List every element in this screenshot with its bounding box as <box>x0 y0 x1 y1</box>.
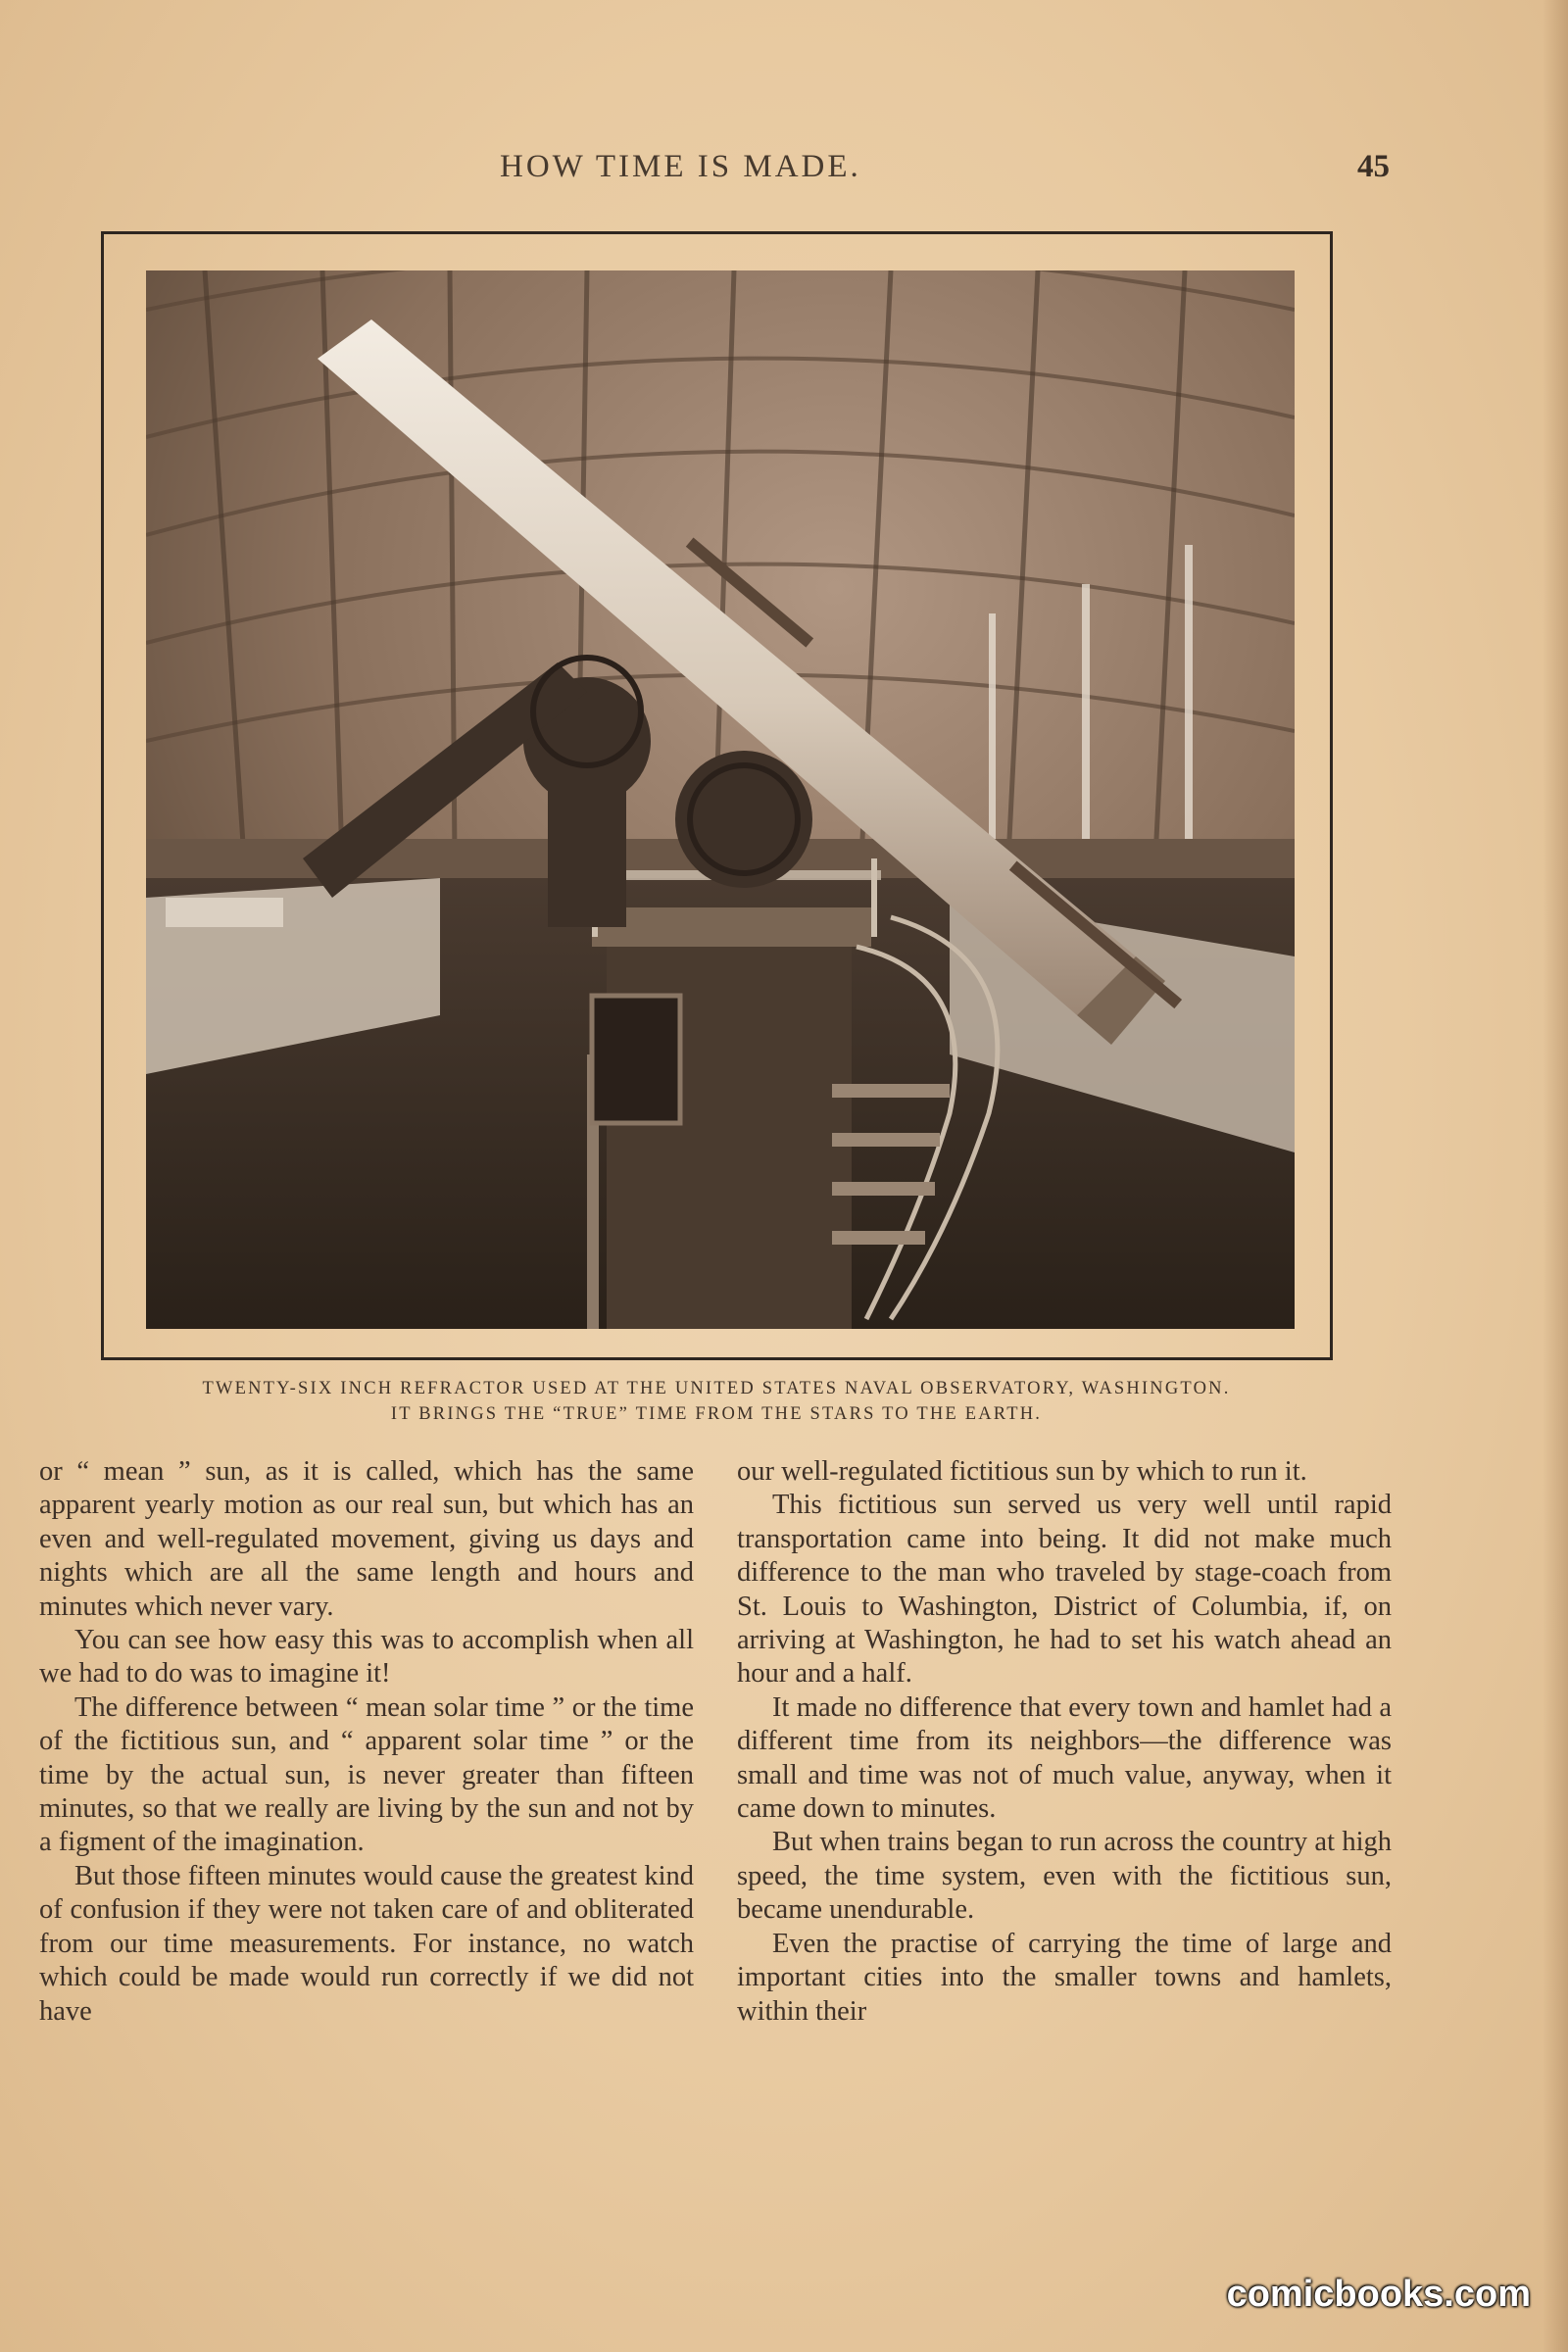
running-title: HOW TIME IS MADE. <box>500 149 861 184</box>
page-spine-shadow <box>1543 0 1568 2352</box>
left-paragraph-4: But those fifteen minutes would cause the greatest kind of confusion if they were not taken care of and obliterated from our time measurements. For instance, no watch which could be made would run correctly if we did not have <box>39 1860 694 2027</box>
right-paragraph-3: It made no difference that every town and hamlet had a different time from its neighbors—the difference was small and time was not of much value, anyway, when it came down to minutes. <box>737 1691 1392 1825</box>
right-paragraph-5: Even the practise of carrying the time of large and important cities into the smaller towns and hamlets, within their <box>737 1928 1392 2027</box>
left-paragraph-2: You can see how easy this was to accomplish when all we had to do was to imagine it! <box>39 1625 694 1690</box>
left-text-column <box>39 1455 694 2029</box>
right-paragraph-1: our well-regulated fictitious sun by which to run it. <box>737 1456 1307 1487</box>
site-watermark: comicbooks.com <box>1226 2274 1531 2315</box>
right-paragraph-2: This fictitious sun served us very well until rapid transportation came into being. It did not make much difference to the man who traveled by stage-coach from St. Louis to Washington, District of Columbia, if, on arriving at Washington, he had to set his watch ahead an hour and a half. <box>737 1490 1392 1690</box>
left-paragraph-3: The difference between “ mean solar time ” or the time of the fictitious sun, and “ apparent solar time ” or the time by the actual sun, is never greater than fifteen minutes, so that we really are living by the sun and not by a figment of the imagination. <box>39 1691 694 1858</box>
caption-line-1: TWENTY-SIX INCH REFRACTOR USED AT THE UNITED STATES NAVAL OBSERVATORY, WASHINGTON. <box>202 1379 1231 1398</box>
photo-plate-frame <box>101 231 1333 1360</box>
telescope-photograph <box>146 270 1295 1329</box>
left-paragraph-1: or “ mean ” sun, as it is called, which has the same apparent yearly motion as our real sun, but which has an even and well-regulated movement, giving us days and nights which are all the same length and hours and minutes which never vary. <box>39 1456 694 1622</box>
page-number: 45 <box>1357 149 1390 184</box>
caption-line-2: IT BRINGS THE “TRUE” TIME FROM THE STARS TO THE EARTH. <box>390 1404 1043 1424</box>
right-paragraph-4: But when trains began to run across the country at high speed, the time system, even with the fictitious sun, became unendurable. <box>737 1827 1392 1926</box>
running-head <box>0 149 1568 198</box>
right-text-column <box>737 1455 1392 2029</box>
figure-caption <box>98 1376 1335 1427</box>
